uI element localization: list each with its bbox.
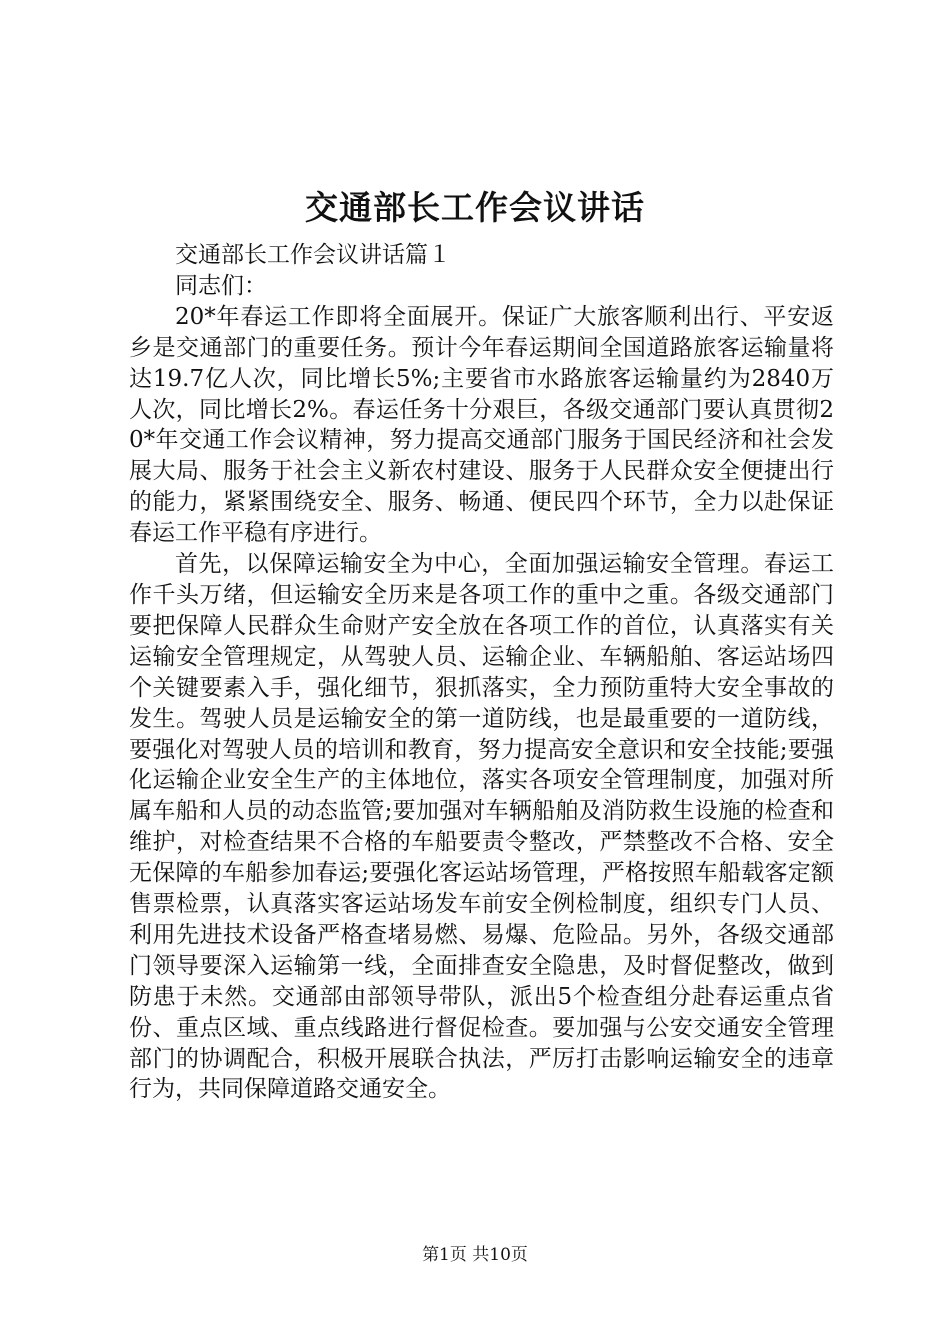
page-footer: 第1页 共10页 [422, 1245, 528, 1265]
paragraph-2: 首先，以保障运输安全为中心，全面加强运输安全管理。春运工作千头万绪，但运输安全历来是各项工作的重中之重。各级交通部门要把保障人民群众生命财产安全放在各项工作的首位，认真落实有关运输安全管理规定，从驾驶人员、运输企业、车辆船舶、客运站场四个关键要素入手，强化细节，狠抓落实，全力预防重特大安全事故的发生。驾驶人员是运输安全的第一道防线，也是最重要的一道防线，要强化对驾驶人员的培训和教育，努力提高安全意识和安全技能;要强化运输企业安全生产的主体地位，落实各项安全管理制度，加强对所属车船和人员的动态监管;要加强对车辆船舶及消防救生设施的检查和维护，对检查结果不合格的车船要责令整改，严禁整改不合格、安全无保障的车船参加春运;要强化客运站场管理，严格按照车船载客定额售票检票，认真落实客运站场发车前安全例检制度，组织专门人员、利用先进技术设备严格查堵易燃、易爆、危险品。另外，各级交通部门领导要深入运输第一线，全面排查安全隐患，及时督促整改，做到防患于未然。交通部由部领导带队，派出5个检查组分赴春运重点省份、重点区域、重点线路进行督促检查。要加强与公安交通安全管理部门的协调配合，积极开展联合执法，严厉打击影响运输安全的违章行为，共同保障道路交通安全。 [129, 551, 834, 1103]
greeting: 同志们： [175, 272, 267, 299]
document-body [129, 240, 834, 1105]
section-subtitle: 交通部长工作会议讲话篇１ [175, 242, 451, 268]
paragraph-1: 20*年春运工作即将全面展开。保证广大旅客顺利出行、平安返乡是交通部门的重要任务。预计今年春运期间全国道路旅客运输量将达19.7亿人次，同比增长5%;主要省市水路旅客运输量约为2840万人次，同比增长2%。春运任务十分艰巨，各级交通部门要认真贯彻20*年交通工作会议精神，努力提高交通部门服务于国民经济和社会发展大局、服务于社会主义新农村建设、服务于人民群众安全便捷出行的能力，紧紧围绕安全、服务、畅通、便民四个环节，全力以赴保证春运工作平稳有序进行。 [129, 303, 834, 547]
document-title: 交通部长工作会议讲话 [305, 188, 645, 227]
